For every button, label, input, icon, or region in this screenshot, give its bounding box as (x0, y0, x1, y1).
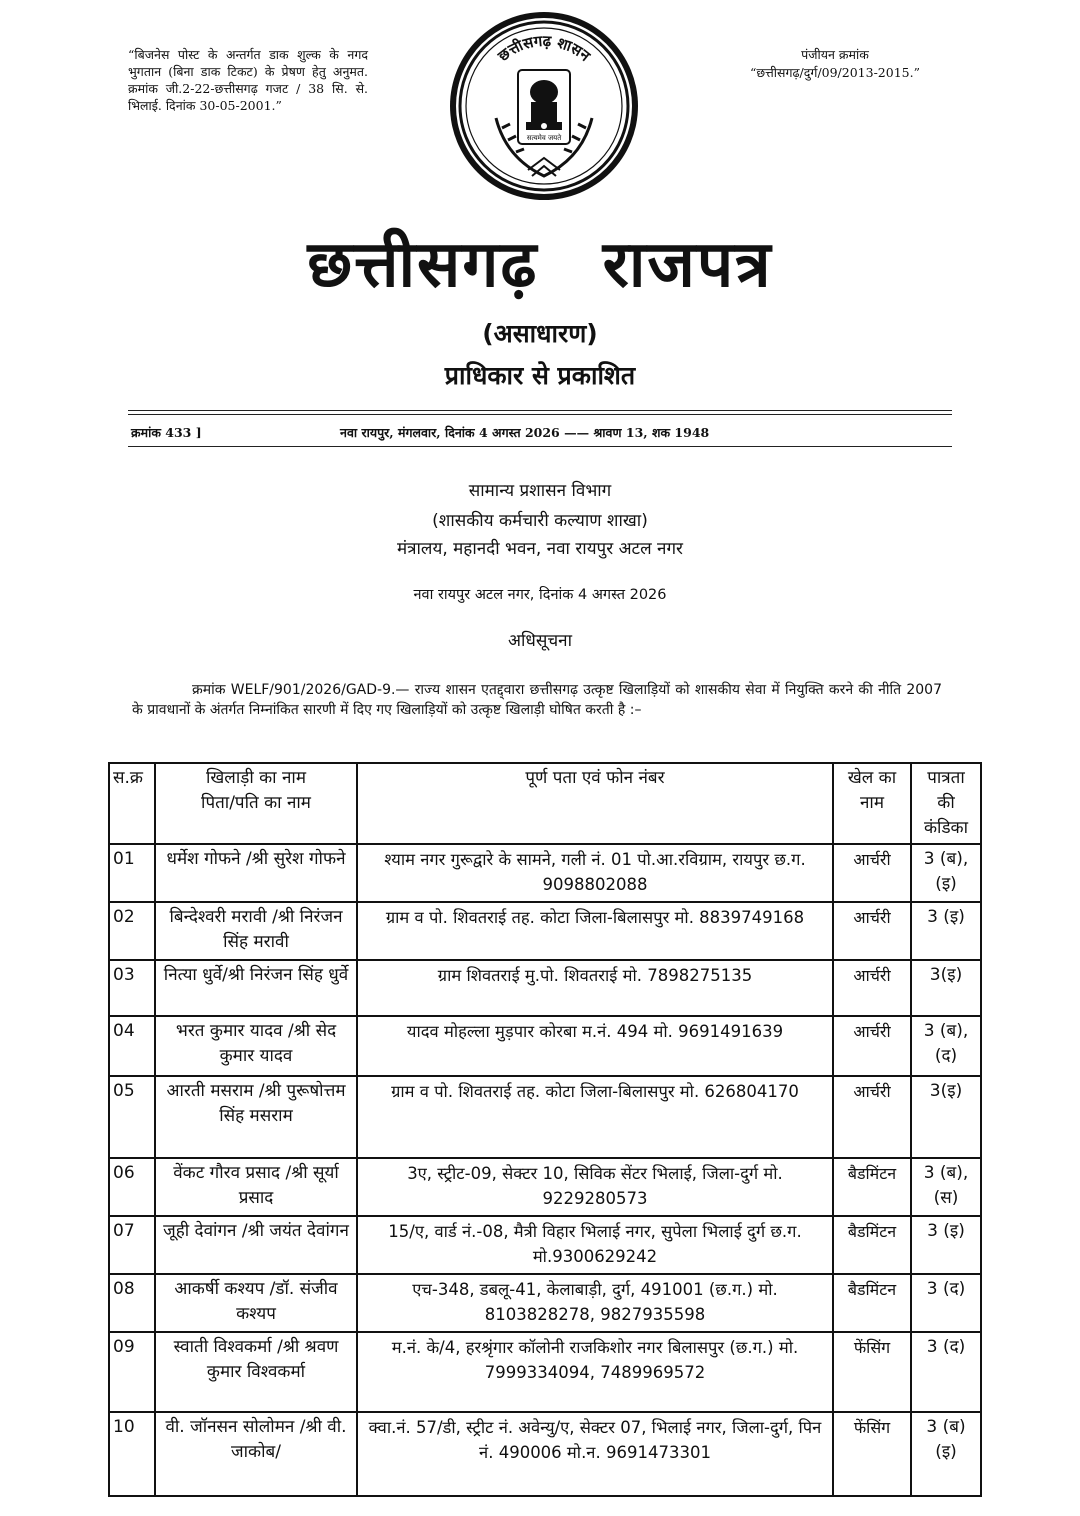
row-eligibility: 3(इ) (911, 960, 981, 1016)
postal-permit-note: “बिजनेस पोस्ट के अन्तर्गत डाक शुल्क के नगद भुगतान (बिना डाक टिकट) के प्रेषण हेतु अनुमत. क्रमांक जी.2-22-छत्तीसगढ़ गजट / 38 सि. से. भिलाई. दिनांक 30-05-2001.” (128, 47, 368, 113)
row-player-name: स्वाती विश्वकर्मा /श्री श्रवण कुमार विश्वकर्मा (155, 1332, 357, 1412)
table-row (109, 1216, 981, 1274)
row-player-name: धर्मेश गोफने /श्री सुरेश गोफने (155, 844, 357, 902)
table-row (109, 1412, 981, 1496)
row-eligibility: 3 (ब), (द) (911, 1016, 981, 1076)
row-sport: आर्चरी (833, 902, 911, 960)
col-name-label-2: पिता/पति का नाम (201, 793, 311, 813)
row-player-name: वेंकट गौरव प्रसाद /श्री सूर्या प्रसाद (155, 1158, 357, 1216)
table-row (109, 1274, 981, 1332)
table-row (109, 1016, 981, 1076)
department-name: सामान्य प्रशासन विभाग (468, 481, 612, 501)
registration-block (700, 46, 970, 82)
table-row (109, 844, 981, 902)
department-branch: (शासकीय कर्मचारी कल्याण शाखा) (432, 511, 648, 531)
row-address: यादव मोहल्ला मुड़पार कोरबा म.नं. 494 मो. 9691491639 (357, 1016, 833, 1076)
gazette-subtitle: (असाधारण) (482, 319, 598, 348)
registration-label: पंजीयन क्रमांक (801, 47, 869, 62)
row-serial: 01 (109, 844, 155, 902)
notification-text: क्रमांक WELF/901/2026/GAD-9.— राज्य शासन एतद्द्वारा छत्तीसगढ़ उत्कृष्ट खिलाड़ियों को शासकीय सेवा में नियुक्ति करने की नीति 2007 के प्रावधानों के अंतर्गत निम्नांकित सारणी में दिए गए खिलाड़ियों को उत्कृष्ट खिलाड़ी घोषित करती है :– (132, 682, 942, 718)
row-eligibility: 3 (इ) (911, 902, 981, 960)
row-sport: आर्चरी (833, 960, 911, 1016)
row-eligibility: 3 (ब) (इ) (911, 1412, 981, 1496)
col-serial-header (109, 763, 155, 844)
row-serial: 05 (109, 1076, 155, 1158)
row-sport: बैडमिंटन (833, 1274, 911, 1332)
row-player-name: बिन्देश्वरी मरावी /श्री निरंजन सिंह मरावी (155, 902, 357, 960)
row-eligibility: 3 (द) (911, 1332, 981, 1412)
row-address: ग्राम व पो. शिवतराई तह. कोटा जिला-बिलासपुर मो. 626804170 (357, 1076, 833, 1158)
row-address: क्वा.नं. 57/डी, स्ट्रीट नं. अवेन्यु/ए, सेक्टर 07, भिलाई नगर, जिला-दुर्ग, पिन नं. 490006 मो.न. 9691473301 (357, 1412, 833, 1496)
chhattisgarh-government-seal (446, 8, 642, 204)
row-sport: आर्चरी (833, 1076, 911, 1158)
players-table (108, 762, 982, 1497)
row-serial: 04 (109, 1016, 155, 1076)
row-address: श्याम नगर गुरूद्वारे के सामने, गली नं. 01 पो.आ.रविग्राम, रायपुर छ.ग. 9098802088 (357, 844, 833, 902)
row-eligibility: 3(इ) (911, 1076, 981, 1158)
row-sport: आर्चरी (833, 1016, 911, 1076)
col-sport-label-1: खेल का (847, 768, 897, 788)
notification-place-date: नवा रायपुर अटल नगर, दिनांक 4 अगस्त 2026 (413, 587, 667, 603)
col-para-label-1: पात्रता (927, 768, 965, 788)
issue-place-date: नवा रायपुर, मंगलवार, दिनांक 4 अगस्त 2026 —— श्रावण 13, शक 1948 (340, 425, 710, 440)
row-player-name: जूही देवांगन /श्री जयंत देवांगन (155, 1216, 357, 1274)
header-rule-bottom (128, 446, 952, 447)
row-player-name: भरत कुमार यादव /श्री सेद कुमार यादव (155, 1016, 357, 1076)
table-header-row (109, 763, 981, 844)
col-sport-header (833, 763, 911, 844)
row-player-name: आरती मसराम /श्री पुरूषोत्तम सिंह मसराम (155, 1076, 357, 1158)
row-serial: 02 (109, 902, 155, 960)
row-eligibility: 3 (ब), (स) (911, 1158, 981, 1216)
table-row (109, 1332, 981, 1412)
seal-motto: सत्यमेव जयते (526, 134, 562, 142)
row-address: म.नं. के/4, हरश्रृंगार कॉलोनी राजकिशोर नगर बिलासपुर (छ.ग.) मो. 7999334094, 7489969572 (357, 1332, 833, 1412)
row-serial: 06 (109, 1158, 155, 1216)
table-row (109, 902, 981, 960)
table-row (109, 1158, 981, 1216)
published-by: प्राधिकार से प्रकाशित (444, 361, 636, 390)
row-address: 3ए, स्ट्रीट-09, सेक्टर 10, सिविक सेंटर भिलाई, जिला-दुर्ग मो. 9229280573 (357, 1158, 833, 1216)
row-eligibility: 3 (इ) (911, 1216, 981, 1274)
table-row (109, 1076, 981, 1158)
col-para-label-3: कंडिका (923, 818, 968, 838)
row-serial: 08 (109, 1274, 155, 1332)
row-eligibility: 3 (द) (911, 1274, 981, 1332)
seal-title: छत्तीसगढ़ शासन (494, 31, 594, 66)
row-sport: बैडमिंटन (833, 1158, 911, 1216)
row-address: ग्राम शिवतराई मु.पो. शिवतराई मो. 7898275135 (357, 960, 833, 1016)
table-row (109, 960, 981, 1016)
row-serial: 10 (109, 1412, 155, 1496)
row-address: ग्राम व पो. शिवतराई तह. कोटा जिला-बिलासपुर मो. 8839749168 (357, 902, 833, 960)
col-serial-label: स.क्र (113, 768, 143, 788)
row-address: एच-348, डबलू-41, केलाबाड़ी, दुर्ग, 491001 (छ.ग.) मो. 8103828278, 9827935598 (357, 1274, 833, 1332)
notification-heading: अधिसूचना (508, 631, 572, 651)
header-rule-top (128, 410, 952, 411)
header-rule-top-inner (128, 414, 952, 415)
department-address: मंत्रालय, महानदी भवन, नवा रायपुर अटल नगर (396, 539, 684, 559)
col-para-label-2: की (937, 793, 955, 813)
row-sport: फेंसिंग (833, 1412, 911, 1496)
row-player-name: नित्या धुर्वे/श्री निरंजन सिंह धुर्वे (155, 960, 357, 1016)
row-serial: 09 (109, 1332, 155, 1412)
col-para-header (911, 763, 981, 844)
row-sport: आर्चरी (833, 844, 911, 902)
col-address-label: पूर्ण पता एवं फोन नंबर (525, 768, 665, 788)
col-name-header (155, 763, 357, 844)
row-address: 15/ए, वार्ड नं.-08, मैत्री विहार भिलाई नगर, सुपेला भिलाई दुर्ग छ.ग. मो.9300629242 (357, 1216, 833, 1274)
gazette-title: छत्तीसगढ़ राजपत्र (307, 228, 773, 302)
registration-number: “छत्तीसगढ़/दुर्ग/09/2013-2015.” (750, 65, 920, 80)
row-sport: बैडमिंटन (833, 1216, 911, 1274)
row-player-name: वी. जॉनसन सोलोमन /श्री वी. जाकोब/ (155, 1412, 357, 1496)
col-sport-label-2: नाम (859, 793, 884, 813)
row-serial: 03 (109, 960, 155, 1016)
row-sport: फेंसिंग (833, 1332, 911, 1412)
row-eligibility: 3 (ब), (इ) (911, 844, 981, 902)
issue-number: क्रमांक 433 ] (131, 425, 202, 440)
row-player-name: आकर्षी कश्यप /डॉ. संजीव कश्यप (155, 1274, 357, 1332)
col-name-label-1: खिलाड़ी का नाम (205, 768, 306, 788)
row-serial: 07 (109, 1216, 155, 1274)
col-address-header (357, 763, 833, 844)
